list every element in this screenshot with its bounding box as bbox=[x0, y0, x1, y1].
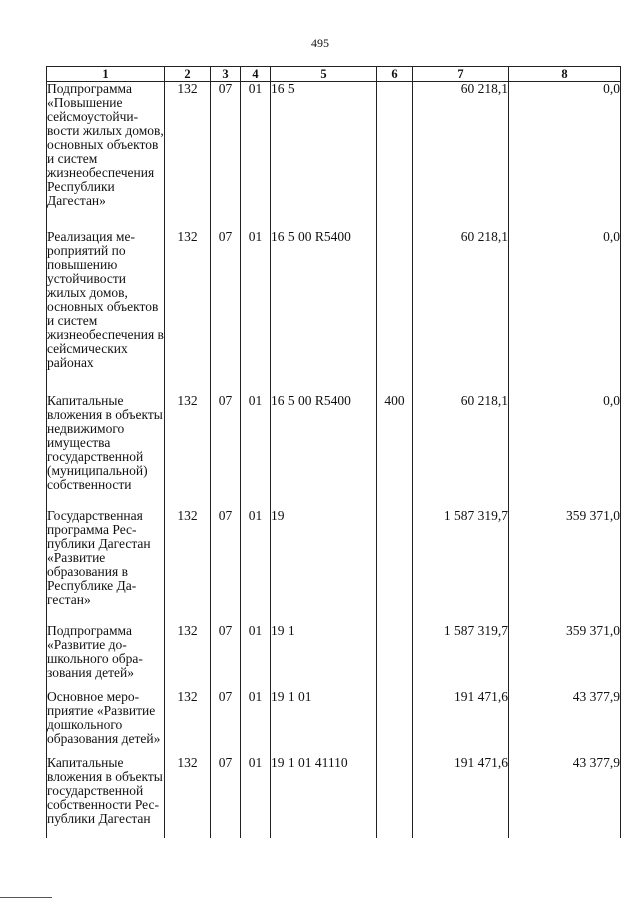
cell-col-5: 16 5 00 R5400 bbox=[271, 394, 377, 509]
cell-col-3: 07 bbox=[211, 230, 241, 394]
row-name: Подпрограмма «Повышение сейсмоустойчивости жилых домов, основных объектов и систем жизнеобеспечения Республики Дагестан» bbox=[47, 82, 165, 230]
cell-col-5: 16 5 00 R5400 bbox=[271, 230, 377, 394]
table-row bbox=[47, 509, 621, 624]
row-name: Реализация мероприятий по повышению устойчивости жилых домов, основных объектов и систем жизнеобеспечения в сейсмических районах bbox=[47, 230, 165, 394]
cell-col-7: 191 471,6 bbox=[413, 690, 509, 756]
cell-col-4: 01 bbox=[241, 394, 271, 509]
cell-col-5: 19 1 01 bbox=[271, 690, 377, 756]
budget-table bbox=[46, 66, 621, 838]
header-col-4: 4 bbox=[241, 67, 271, 82]
cell-col-6 bbox=[377, 690, 413, 756]
header-col-3: 3 bbox=[211, 67, 241, 82]
header-col-7: 7 bbox=[413, 67, 509, 82]
header-col-8: 8 bbox=[509, 67, 621, 82]
page-number: 495 bbox=[311, 36, 329, 50]
cell-col-4: 01 bbox=[241, 756, 271, 838]
cell-col-6 bbox=[377, 509, 413, 624]
cell-col-7: 60 218,1 bbox=[413, 230, 509, 394]
cell-col-8: 0,0 bbox=[509, 394, 621, 509]
cell-col-7: 60 218,1 bbox=[413, 82, 509, 230]
row-name: Государственная программа Республики Дагестан «Развитие образования в Республике Дагестан» bbox=[47, 509, 165, 624]
cell-col-6 bbox=[377, 756, 413, 838]
cell-col-5: 16 5 bbox=[271, 82, 377, 230]
table-row bbox=[47, 230, 621, 394]
row-name: Подпрограмма «Развитие дошкольного образования детей» bbox=[47, 624, 165, 690]
cell-col-5: 19 bbox=[271, 509, 377, 624]
header-col-5: 5 bbox=[271, 67, 377, 82]
cell-col-4: 01 bbox=[241, 509, 271, 624]
table-row bbox=[47, 624, 621, 690]
cell-col-3: 07 bbox=[211, 509, 241, 624]
cell-col-8: 43 377,9 bbox=[509, 690, 621, 756]
cell-col-3: 07 bbox=[211, 394, 241, 509]
cell-col-6 bbox=[377, 624, 413, 690]
cell-col-7: 1 587 319,7 bbox=[413, 624, 509, 690]
cell-col-2: 132 bbox=[165, 230, 211, 394]
cell-col-2: 132 bbox=[165, 756, 211, 838]
row-name: Основное мероприятие «Развитие дошкольного образования детей» bbox=[47, 690, 165, 756]
cell-col-3: 07 bbox=[211, 624, 241, 690]
cell-col-7: 60 218,1 bbox=[413, 394, 509, 509]
header-row bbox=[47, 67, 621, 82]
header-col-2: 2 bbox=[165, 67, 211, 82]
table-row bbox=[47, 756, 621, 838]
cell-col-2: 132 bbox=[165, 82, 211, 230]
cell-col-2: 132 bbox=[165, 394, 211, 509]
cell-col-5: 19 1 01 41110 bbox=[271, 756, 377, 838]
cell-col-8: 359 371,0 bbox=[509, 624, 621, 690]
cell-col-3: 07 bbox=[211, 756, 241, 838]
cell-col-2: 132 bbox=[165, 690, 211, 756]
table-row bbox=[47, 394, 621, 509]
cell-col-8: 0,0 bbox=[509, 82, 621, 230]
header-col-1: 1 bbox=[47, 67, 165, 82]
cell-col-7: 1 587 319,7 bbox=[413, 509, 509, 624]
cell-col-4: 01 bbox=[241, 624, 271, 690]
cell-col-6: 400 bbox=[377, 394, 413, 509]
cell-col-3: 07 bbox=[211, 690, 241, 756]
footer-rule bbox=[0, 897, 52, 898]
table-row bbox=[47, 82, 621, 230]
cell-col-7: 191 471,6 bbox=[413, 756, 509, 838]
cell-col-2: 132 bbox=[165, 509, 211, 624]
cell-col-3: 07 bbox=[211, 82, 241, 230]
cell-col-8: 359 371,0 bbox=[509, 509, 621, 624]
table-row bbox=[47, 690, 621, 756]
cell-col-6 bbox=[377, 82, 413, 230]
cell-col-4: 01 bbox=[241, 230, 271, 394]
row-name: Капитальные вложения в объекты недвижимого имущества государственной (муниципальной) собственности bbox=[47, 394, 165, 509]
cell-col-4: 01 bbox=[241, 82, 271, 230]
row-name: Капитальные вложения в объекты государственной собственности Республики Дагестан bbox=[47, 756, 165, 838]
cell-col-8: 0,0 bbox=[509, 230, 621, 394]
cell-col-2: 132 bbox=[165, 624, 211, 690]
header-col-6: 6 bbox=[377, 67, 413, 82]
cell-col-6 bbox=[377, 230, 413, 394]
cell-col-8: 43 377,9 bbox=[509, 756, 621, 838]
cell-col-4: 01 bbox=[241, 690, 271, 756]
cell-col-5: 19 1 bbox=[271, 624, 377, 690]
